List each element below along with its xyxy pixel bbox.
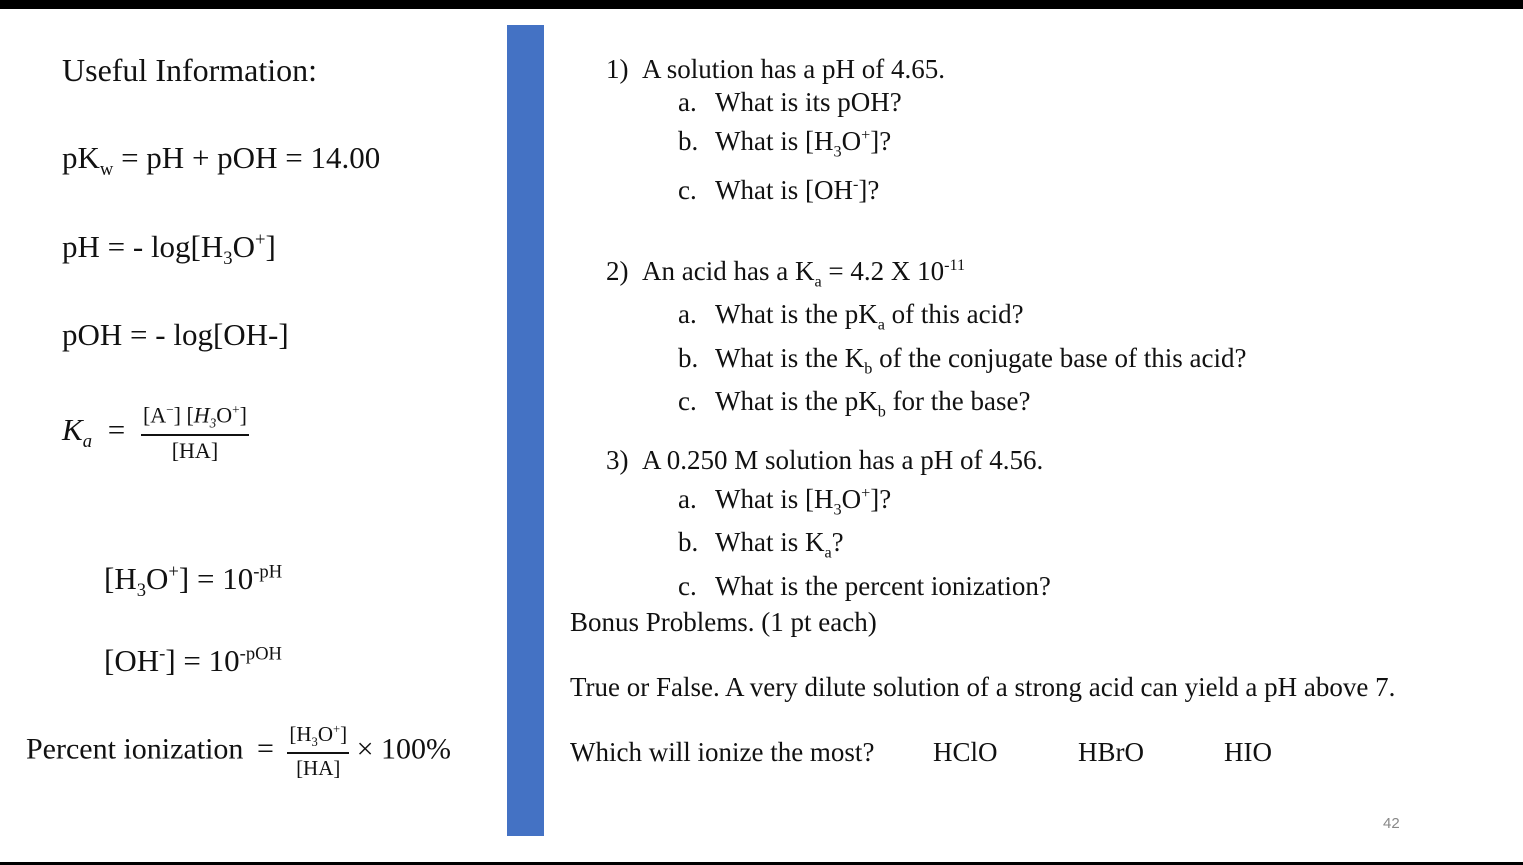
question-1: 1) A solution has a pH of 4.65. a. What is its pOH? b. What is $[H_3O^+]$? c. What is [OH-]? (606, 54, 945, 206)
blue-divider-bar (507, 25, 544, 836)
page-number: 42 (1383, 815, 1400, 832)
question-1c: c. What is [OH-]? (678, 175, 880, 206)
poh-definition: pOH = - log[OH-] (62, 317, 289, 352)
percent-fraction: $\frac{[H_3O^+]}{[HA]}$ (289, 722, 348, 781)
true-false-question: True or False. A very dilute solution of a strong acid can yield a pH above 7. (570, 672, 1396, 702)
question-2: 2) An acid has a $K_a = 4.2$ X $10^{-11}$ a. What is the $pK_a$ of this acid? b. What is the $K_b$ of the conjugate base of this acid? c. What is the $pK_b$ for the base? (606, 249, 1246, 429)
ka-fraction: $\frac{[A^-] [H_3O^+]}{[HA]}$ (142, 402, 247, 463)
question-2a: a. What is the $pK_a$ of this acid? (678, 299, 1024, 334)
which-ionize-question: Which will ionize the most? (570, 737, 875, 767)
useful-info-heading: Useful Information: (62, 52, 318, 88)
option-hclo: HClO (933, 737, 998, 767)
top-border (0, 0, 1523, 9)
question-1b: b. What is $[H_3O^+]$? (678, 126, 892, 161)
option-hbro: HBrO (1078, 737, 1144, 767)
ka-equation: $K_a$ = $\frac{[A^-] [H_3O^+]}{[HA]}$ (62, 402, 247, 463)
question-3: 3) A 0.250 M solution has a pH of 4.56. a. What is $[H_3O^+]$? b. What is $K_a$? c. What is the percent ionization? (606, 445, 1051, 601)
ph-definition: pH = - $\log[H_3O^+]$ (62, 229, 276, 270)
pkw-equation: $pK_w$ = pH + pOH = 14.00 (62, 140, 381, 181)
question-2c: c. What is the $pK_b$ for the base? (678, 386, 1031, 421)
question-3b: b. What is $K_a$? (678, 527, 844, 562)
oh-power-equation: $[OH^-] = 10^{-pOH}$ (104, 643, 282, 678)
question-3a: a. What is $[H_3O^+]$? (678, 484, 892, 519)
h3o-power-equation: $[H_3O^+] = 10^{-pH}$ (104, 561, 283, 602)
question-1a: a. What is its pOH? (678, 87, 902, 117)
question-3c: c. What is the percent ionization? (678, 570, 1051, 601)
question-2b: b. What is the $K_b$ of the conjugate base of this acid? (678, 342, 1247, 378)
bonus-heading: Bonus Problems. (1 pt each) (570, 607, 877, 637)
percent-ionization-equation: Percent ionization = $\frac{[H_3O^+]}{[HA]}$ × 100% (26, 722, 452, 781)
option-hio: HIO (1224, 737, 1272, 767)
